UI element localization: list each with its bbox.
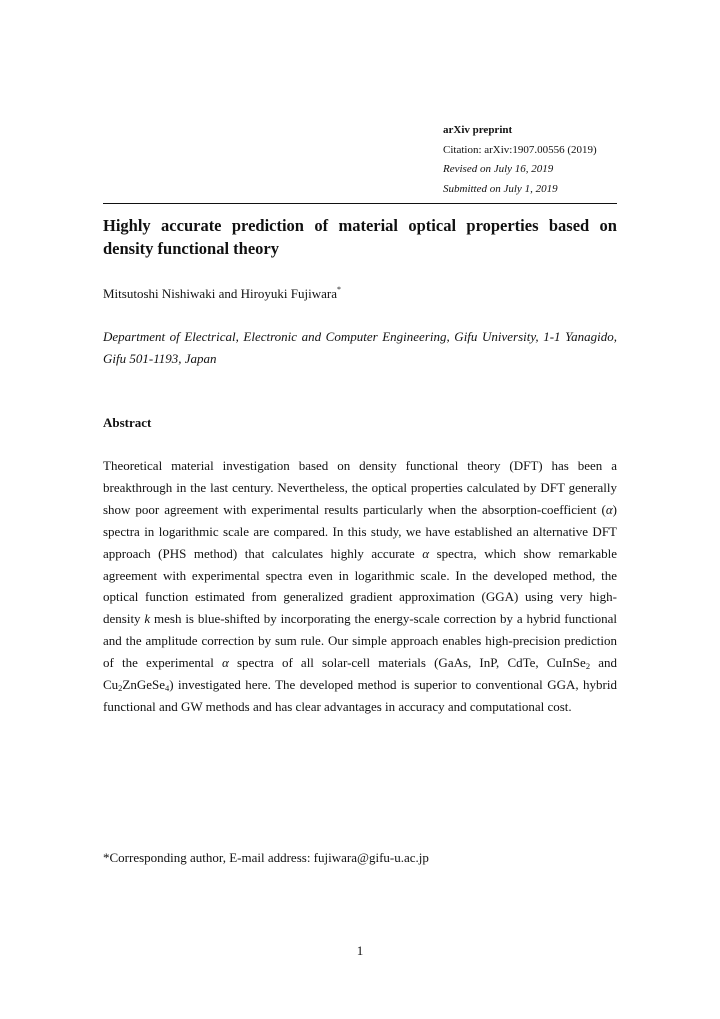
affiliation: Department of Electrical, Electronic and Computer Engineering, Gifu University, 1-1 Yanagido, Gifu 501-1193, Japan [103,329,617,366]
abstract-part-5: spectra of all solar-cell materials (GaAs, InP, CdTe, CuInSe [228,655,586,671]
abstract-heading: Abstract [103,415,152,430]
k-symbol: k [144,611,151,627]
preprint-header [443,121,623,199]
abstract-text [103,455,617,718]
citation-line: Citation: arXiv:1907.00556 (2019) [443,143,597,156]
alpha-symbol: α [222,655,229,671]
abstract-part-7: ZnGeSe [122,677,166,693]
preprint-label: arXiv preprint [443,124,513,136]
abstract-part-4: mesh is blue-shifted by incorporating the energy-scale correction by a hybrid functional and the amplitude correction by sum rule. Our simple approach enables high-precision prediction of the experimental [103,611,617,671]
corresponding-author-footnote: *Corresponding author, E-mail address: fujiwara@gifu-u.ac.jp [103,850,429,865]
author-names: Mitsutoshi Nishiwaki and Hiroyuki Fujiwara [103,286,337,301]
subscript-2: 2 [118,683,123,694]
subscript-2: 2 [585,661,591,672]
subscript-4: 4 [165,683,170,694]
submitted-date: Submitted on July 1, 2019 [443,182,558,195]
header-rule [103,203,617,204]
alpha-symbol: α [605,501,613,517]
abstract-part-6: and Cu [103,655,617,693]
alpha-symbol: α [422,545,430,561]
abstract-part-2: ) spectra in logarithmic scale are compared. In this study, we have established an alternative DFT approach (PHS method) that calculates highly accurate [103,501,617,561]
abstract-part-1: Theoretical material investigation based on density functional theory (DFT) has been a breakthrough in the last century. Nevertheless, the optical properties calculated by DFT generally show poor agreement with experimental results particularly when the absorption-coefficient ( [103,458,617,517]
revised-date: Revised on July 16, 2019 [443,163,554,175]
abstract-part-3: spectra, which show remarkable agreement with experimental spectra even in logarithmic scale. In the developed method, the optical function estimated from generalized gradient approximation (GGA) using very high-density [103,545,617,627]
author-line [103,284,617,304]
corresponding-mark: * [337,285,341,294]
paper-title: Highly accurate prediction of material optical properties based on density functional theory [103,216,617,258]
abstract-part-8: ) investigated here. The developed method is superior to conventional GGA, hybrid functional and GW methods and has clear advantages in accuracy and computational cost. [103,677,617,714]
page-number: 1 [356,943,364,958]
